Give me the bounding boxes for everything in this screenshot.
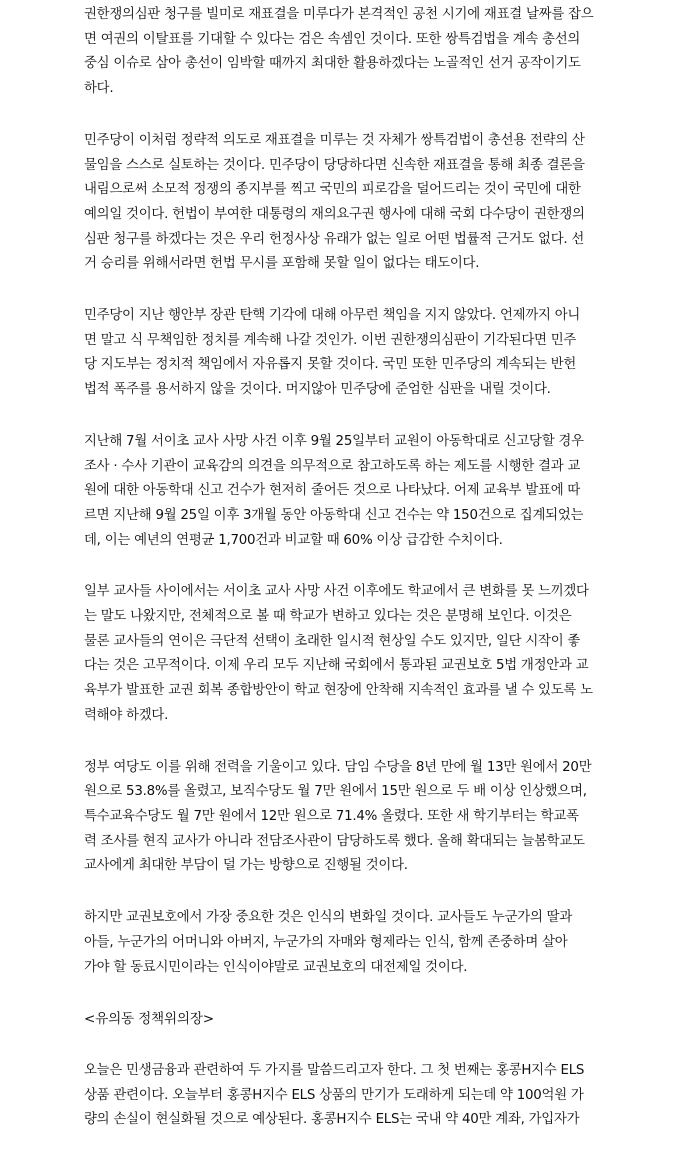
text-line: 상품 관련이다. 오늘부터 홍콩H지수 ELS 상품의 만기가 도래하게 되는데 약 100억원 가	[84, 1087, 584, 1103]
text-line: 아들, 누군가의 어머니와 아버지, 누군가의 자매와 형제라는 인식, 함께 존중하며 살아	[84, 934, 568, 950]
text-line: 물임을 스스로 실토하는 것이다. 민주당이 당당하다면 신속한 재표결을 통해 최종 결론을	[84, 157, 585, 173]
text-line: 육부가 발표한 교권 회복 종합방안이 학교 현장에 안착해 지속적인 효과를 낼 수 있도록 노	[84, 683, 593, 699]
text-line: 예의일 것이다. 헌법이 부여한 대통령의 재의요구권 행사에 대해 국회 다수당이 권한쟁의	[84, 206, 585, 222]
text-line: 오늘은 민생금융과 관련하여 두 가지를 말씀드리고자 한다. 그 첫 번째는 홍콩H지수 ELS	[84, 1062, 585, 1078]
text-line: 거 승리를 위해서라면 헌법 무시를 포함해 못할 일이 없다는 태도이다.	[84, 256, 480, 272]
text-line: 중심 이슈로 삼아 총선이 임박할 때까지 최대한 활용하겠다는 노골적인 선거 공작이기도	[84, 56, 581, 72]
paragraph-impeachment-responsibility	[84, 304, 624, 403]
text-line: 다는 것은 고무적이다. 이제 우리 모두 지난해 국회에서 통과된 교권보호 5법 개정안과 교	[84, 658, 589, 674]
text-line: 력해야 하겠다.	[84, 707, 169, 723]
text-line: 면 여권의 이탈표를 기대할 수 있다는 검은 속셈인 것이다. 또한 쌍특검법을 계속 총선의	[84, 31, 581, 47]
text-line: 물론 교사들의 연이은 극단적 선택이 초래한 일시적 현상일 수도 있지만, 일단 시작이 좋	[84, 633, 581, 649]
text-line: 내림으로써 소모적 정쟁의 종지부를 찍고 국민의 피로감을 덜어드리는 것이 국민에 대한	[84, 182, 581, 198]
paragraph-revote-delay	[84, 129, 624, 277]
text-line: 하지만 교권보호에서 가장 중요한 것은 인식의 변화일 것이다. 교사들도 누군가의 딸과	[84, 910, 573, 926]
text-line: 법적 폭주를 용서하지 않을 것이다. 머지않아 민주당에 준엄한 심판을 내릴 것이다.	[84, 382, 551, 398]
text-line: 지난해 7월 서이초 교사 사망 사건 이후 9월 25일부터 교원이 아동학대로 신고당할 경우	[84, 433, 584, 449]
document-body	[84, 3, 624, 1160]
text-line: 정부 여당도 이를 위해 전력을 기울이고 있다. 담임 수당을 8년 만에 월 13만 원에서 20만	[84, 759, 592, 775]
text-line: 민주당이 이처럼 정략적 의도로 재표결을 미루는 것 자체가 쌍특검법이 총선용 전략의 산	[84, 132, 585, 148]
paragraph-awareness-change	[84, 906, 624, 980]
text-line: 권한쟁의심판 청구를 빌미로 재표결을 미루다가 본격적인 공천 시기에 재표결 날짜를 잡으	[84, 7, 594, 22]
text-line: 르면 지난해 9월 25일 이후 3개월 동안 아동학대 신고 건수는 약 150건으로 집계되었는	[84, 507, 584, 523]
paragraph-teacher-allowances	[84, 756, 624, 880]
text-line: 량의 손실이 현실화될 것으로 예상된다. 홍콩H지수 ELS는 국내 약 40만 계좌, 가입자가	[84, 1112, 580, 1128]
text-line: 일부 교사들 사이에서는 서이초 교사 사망 사건 이후에도 학교에서 큰 변화를 못 느끼겠다	[84, 584, 589, 600]
text-line: 데, 이는 예년의 연평균 1,700건과 비교할 때 60% 이상 급감한 수치이다.	[84, 532, 503, 548]
text-line: 력 조사를 현직 교사가 아니라 전담조사관이 담당하도록 했다. 올해 확대되는 늘봄학교도	[84, 833, 585, 849]
paragraph-child-abuse-reports	[84, 430, 624, 554]
text-line: 교사에게 최대한 부담이 덜 가는 방향으로 진행될 것이다.	[84, 858, 408, 874]
text-line: 특수교육수당도 월 7만 원에서 12만 원으로 71.4% 올렸다. 또한 새 학기부터는 학교폭	[84, 808, 579, 824]
paragraph-school-change	[84, 580, 624, 728]
text-line: 가야 할 동료시민이라는 인식이야말로 교권보호의 대전제일 것이다.	[84, 959, 468, 975]
text-line: 민주당이 지난 행안부 장관 탄핵 기각에 대해 아무런 책임을 지지 않았다. 언제까지 아니	[84, 308, 581, 324]
text-line: 원에 대한 아동학대 신고 건수가 현저히 줄어든 것으로 나타났다. 어제 교육부 발표에 따	[84, 483, 581, 499]
text-line: 심판 청구를 하겠다는 것은 우리 헌정사상 유래가 없는 일로 어떤 법률적 근거도 없다. 선	[84, 231, 585, 247]
paragraph-hang-seng-els	[84, 1059, 624, 1133]
text-line: 원으로 53.8%를 올렸고, 보직수당도 월 7만 원에서 15만 원으로 두 배 이상 인상했으며,	[84, 784, 587, 800]
speaker-heading: <유의동 정책위의장>	[84, 1011, 214, 1028]
text-line: 는 말도 나왔지만, 전체적으로 볼 때 학교가 변하고 있다는 것은 분명해 보인다. 이것은	[84, 609, 572, 625]
text-line: 면 말고 식 무책임한 정치를 계속해 나갈 것인가. 이번 권한쟁의심판이 기각된다면 민주	[84, 332, 577, 348]
text-line: 하다.	[84, 81, 114, 97]
text-line: 당 지도부는 정치적 책임에서 자유롭지 못할 것이다. 국민 또한 민주당의 계속되는 반헌	[84, 357, 577, 373]
paragraph-election-strategy	[84, 3, 624, 102]
text-line: 조사 · 수사 기관이 교육감의 의견을 의무적으로 참고하도록 하는 제도를 시행한 결과 교	[84, 458, 581, 474]
